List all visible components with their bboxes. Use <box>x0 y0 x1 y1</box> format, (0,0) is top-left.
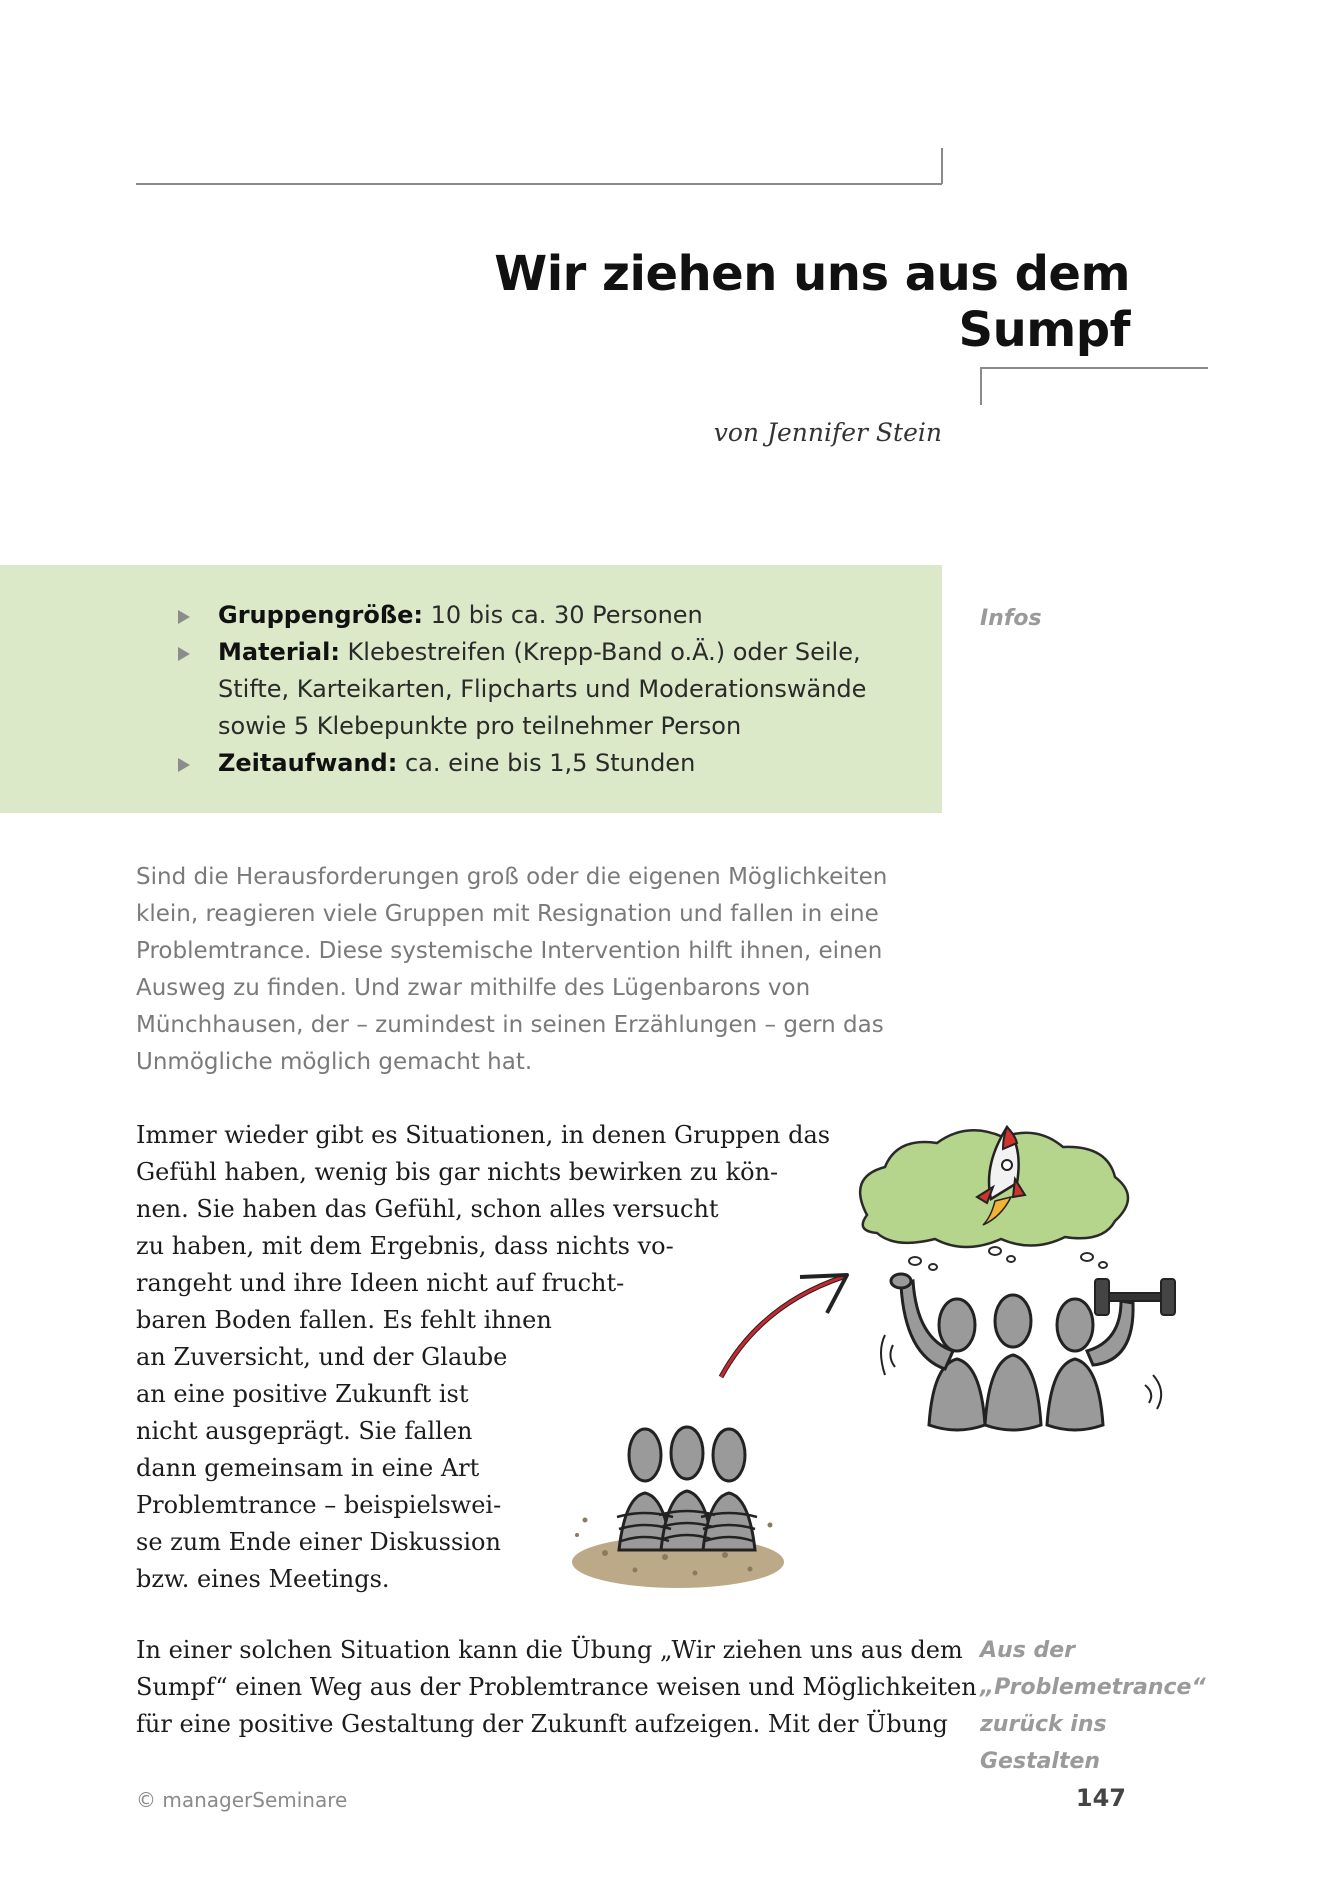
info-item-material <box>178 634 918 745</box>
info-list <box>178 597 918 782</box>
text-line: an Zuversicht, und der Glaube <box>136 1343 508 1371</box>
side-label-line: „Problemetrance“ <box>980 1675 1206 1700</box>
cheering-group-icon <box>881 1274 1175 1430</box>
info-text: 10 bis ca. 30 Personen <box>422 601 703 629</box>
text-line: dann gemeinsam in eine Art <box>136 1454 480 1482</box>
side-label-line: zurück ins Gestalten <box>980 1712 1107 1774</box>
text-line: Problemtrance – beispielswei- <box>136 1491 502 1519</box>
text-line: Sumpf“ einen Weg aus der Problemtrance weisen und Möglichkeiten <box>136 1673 977 1701</box>
top-rule <box>136 183 942 185</box>
dumbbell-icon <box>1095 1279 1175 1315</box>
page-number: 147 <box>1075 1784 1126 1812</box>
arrow-icon <box>721 1275 847 1377</box>
body-paragraph-2 <box>136 1632 977 1743</box>
text-line: baren Boden fallen. Es fehlt ihnen <box>136 1306 552 1334</box>
info-text: Klebestreifen (Krepp-Band o.Ä.) oder Seile, Stifte, Karteikarten, Flipcharts und Moderationswände sowie 5 Klebepunkte pro teilnehmer Person <box>218 638 867 740</box>
text-line: bzw. eines Meetings. <box>136 1565 390 1593</box>
info-item-group-size <box>178 597 918 634</box>
text-line: Gefühl haben, wenig bis gar nichts bewirken zu kön- <box>136 1158 779 1186</box>
page-title: Wir ziehen uns aus dem Sumpf <box>494 246 1130 358</box>
text-line: nen. Sie haben das Gefühl, schon alles versucht <box>136 1195 719 1223</box>
text-line: In einer solchen Situation kann die Übung „Wir ziehen uns aus dem <box>136 1636 963 1664</box>
info-item-time <box>178 745 918 782</box>
swamp-illustration <box>555 1125 1195 1595</box>
text-line: zu haben, mit dem Ergebnis, dass nichts vo- <box>136 1232 674 1260</box>
info-label: Gruppengröße: <box>218 601 423 629</box>
infos-side-label: Infos <box>980 606 1042 631</box>
bullet-triangle-icon <box>178 758 190 772</box>
text-line: für eine positive Gestaltung der Zukunft aufzeigen. Mit der Übung <box>136 1710 948 1738</box>
side-label-line: Aus der <box>980 1638 1075 1663</box>
top-rule-tick <box>941 148 943 184</box>
text-line: nicht ausgeprägt. Sie fallen <box>136 1417 473 1445</box>
bullet-triangle-icon <box>178 610 190 624</box>
copyright-footer: © managerSeminare <box>136 1788 348 1812</box>
side-rule-tick <box>980 367 982 405</box>
text-line: Immer wieder gibt es Situationen, in denen Gruppen das <box>136 1121 831 1149</box>
section-side-label <box>980 1632 1220 1780</box>
swamp-group-icon <box>572 1427 784 1588</box>
text-line: se zum Ende einer Diskussion <box>136 1528 501 1556</box>
info-text: ca. eine bis 1,5 Stunden <box>397 749 696 777</box>
author-byline: von Jennifer Stein <box>713 418 942 447</box>
bullet-triangle-icon <box>178 647 190 661</box>
info-label: Zeitaufwand: <box>218 749 398 777</box>
side-rule <box>980 367 1208 369</box>
info-label: Material: <box>218 638 340 666</box>
text-line: an eine positive Zukunft ist <box>136 1380 469 1408</box>
text-line: rangeht und ihre Ideen nicht auf frucht- <box>136 1269 625 1297</box>
intro-paragraph: Sind die Herausforderungen groß oder die eigenen Möglichkeiten klein, reagieren viele Gruppen mit Resignation und fallen in eine Problemtrance. Diese systemische Intervention hilft ihnen, einen Ausweg zu finden. Und zwar mithilfe des Lügenbarons von Münchhausen, der – zumindest in seinen Erzählungen – gern das Unmögliche möglich gemacht hat. <box>136 864 888 1075</box>
